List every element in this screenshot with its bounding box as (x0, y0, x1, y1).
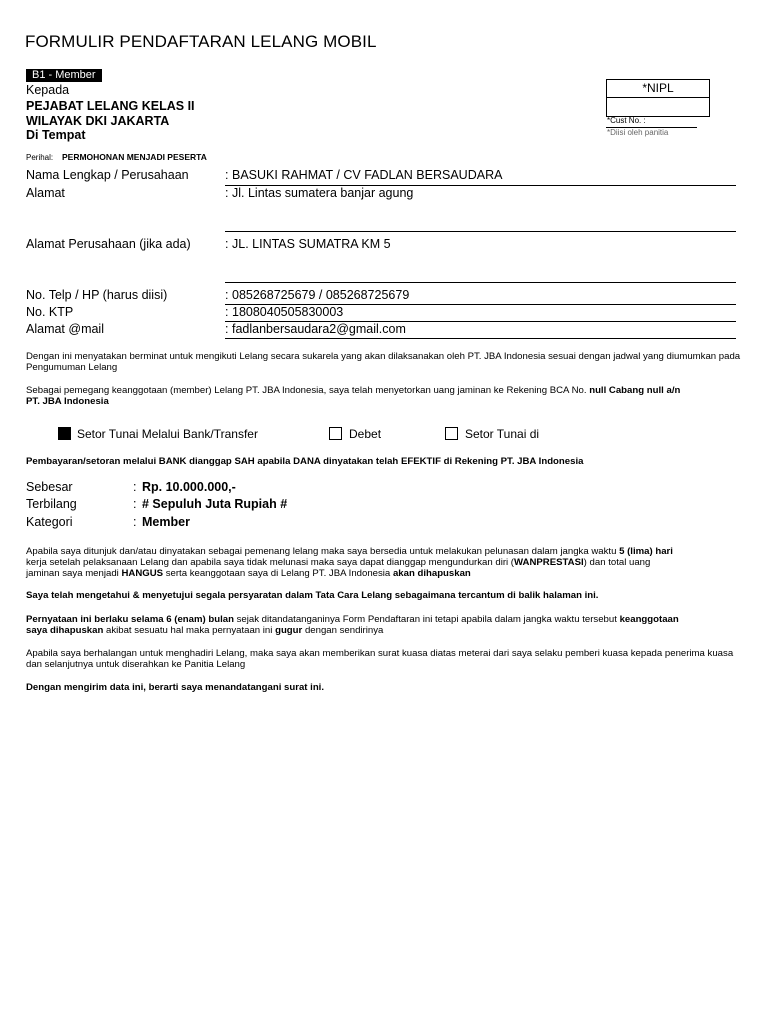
alamat-perusahaan-underline (225, 282, 736, 283)
perihal-value: PERMOHONAN MENJADI PESERTA (62, 152, 207, 162)
perihal-label: Perihal: (26, 153, 54, 162)
dihapuskan-bold: akan dihapuskan (392, 568, 471, 579)
cust-no-label: *Cust No. : (607, 116, 646, 125)
kepada-label: Kepada (26, 83, 70, 97)
member-deposit-paragraph (26, 385, 742, 407)
email-label: Alamat @mail (26, 322, 104, 336)
validity-bold-3: saya dihapuskan (26, 625, 104, 636)
validity-text-3: dengan sendirinya (304, 625, 384, 636)
alamat-perusahaan-label: Alamat Perusahaan (jika ada) (26, 237, 191, 251)
alamat-label: Alamat (26, 186, 65, 200)
winner-text-a: Apabila saya ditunjuk dan/atau dinyatakan sebagai pemenang lelang maka saya bersedia untuk melakukan pelunasan dalam jangka waktu (26, 546, 617, 557)
debet-checkbox[interactable] (329, 427, 342, 440)
alamat-value: Jl. Lintas sumatera banjar agung (232, 186, 414, 200)
validity-bold-2: keanggotaan (619, 614, 679, 625)
terbilang-colon: : (133, 497, 137, 511)
winner-text-b2: ) dan total uang (583, 557, 651, 568)
recipient-line-2: WILAYAK DKI JAKARTA (26, 114, 170, 128)
member-badge: B1 - Member (26, 69, 102, 82)
validity-paragraph (26, 614, 742, 636)
setor-tunai-bank-checkbox[interactable] (58, 427, 71, 440)
sebesar-colon: : (133, 480, 137, 494)
alamat-colon: : (225, 186, 229, 200)
winner-days-bold: 5 (lima) hari (619, 546, 673, 557)
email-colon: : (225, 322, 229, 336)
signature-statement: Dengan mengirim data ini, berarti saya menandatangani surat ini. (26, 682, 325, 693)
hangus-bold: HANGUS (121, 568, 164, 579)
terbilang-value: # Sepuluh Juta Rupiah # (142, 497, 288, 511)
setor-tunai-bank-label: Setor Tunai Melalui Bank/Transfer (77, 427, 258, 441)
terbilang-label: Terbilang (26, 497, 77, 511)
winner-obligation-paragraph (26, 546, 742, 579)
sebesar-value: Rp. 10.000.000,- (142, 480, 236, 494)
alamat-underline (225, 231, 736, 232)
recipient-line-1: PEJABAT LELANG KELAS II (26, 99, 195, 113)
nipl-field[interactable] (606, 97, 710, 117)
kategori-colon: : (133, 515, 137, 529)
intent-paragraph: Dengan ini menyatakan berminat untuk mengikuti Lelang secara sukarela yang akan dilaksanakan oleh PT. JBA Indonesia sesuai dengan jadwal yang diumumkan pada Pengumuman Lelang (26, 351, 741, 373)
winner-text-c: jaminan saya menjadi (26, 568, 119, 579)
email-value: fadlanbersaudara2@gmail.com (232, 322, 406, 336)
debet-label: Debet (349, 427, 382, 441)
ktp-value: 1808040505830003 (232, 305, 344, 319)
recipient-line-3: Di Tempat (26, 128, 86, 142)
payment-note: Pembayaran/setoran melalui BANK dianggap SAH apabila DANA dinyatakan telah EFEKTIF di Rekening PT. JBA Indonesia (26, 456, 584, 467)
account-holder-text: PT. JBA Indonesia (26, 396, 109, 407)
member-deposit-text: Sebagai pemegang keanggotaan (member) Lelang PT. JBA Indonesia, saya telah menyetorkan uang jaminan ke Rekening BCA No. (26, 385, 587, 396)
filled-by-committee-note: *Diisi oleh panitia (607, 128, 669, 137)
validity-text-2: akibat sesuatu hal maka pernyataan ini (106, 625, 273, 636)
agreement-paragraph: Saya telah mengetahui & menyetujui segala persyaratan dalam Tata Cara Lelang sebagaimana tercantum di balik halaman ini. (26, 590, 599, 601)
ktp-label: No. KTP (26, 305, 74, 319)
telp-colon: : (225, 288, 229, 302)
proxy-paragraph: Apabila saya berhalangan untuk menghadiri Lelang, maka saya akan memberikan surat kuasa diatas meterai dari saya selaku pemberi kuasa kepada penerima kuasa dan selanjutnya untuk diserahkan ke Panitia Lelang (26, 648, 734, 670)
setor-tunai-di-label: Setor Tunai di (465, 427, 540, 441)
bank-branch-text: null Cabang null a/n (589, 385, 681, 396)
nama-label: Nama Lengkap / Perusahaan (26, 168, 189, 182)
validity-text-1: sejak ditandatanganinya Form Pendaftaran ini tetapi apabila dalam jangka waktu tersebut (236, 614, 617, 625)
telp-label: No. Telp / HP (harus diisi) (26, 288, 168, 302)
gugur-bold: gugur (275, 625, 303, 636)
nipl-header: *NIPL (606, 79, 710, 98)
alamat-perusahaan-colon: : (225, 237, 229, 251)
wanprestasi-bold: WANPRESTASI (514, 557, 584, 568)
nama-colon: : (225, 168, 229, 182)
form-title: FORMULIR PENDAFTARAN LELANG MOBIL (25, 32, 377, 51)
setor-tunai-di-checkbox[interactable] (445, 427, 458, 440)
winner-text-c2: serta keanggotaan saya di Lelang PT. JBA Indonesia (165, 568, 391, 579)
kategori-label: Kategori (26, 515, 73, 529)
nama-value: BASUKI RAHMAT / CV FADLAN BERSAUDARA (232, 168, 503, 182)
winner-text-b: kerja setelah pelaksanaan Lelang dan apabila saya tidak melunasi maka saya dapat dianggap mengundurkan diri ( (26, 557, 515, 568)
ktp-colon: : (225, 305, 229, 319)
kategori-value: Member (142, 515, 190, 529)
telp-value: 085268725679 / 085268725679 (232, 288, 410, 302)
alamat-perusahaan-value: JL. LINTAS SUMATRA KM 5 (232, 237, 391, 251)
validity-bold-1: Pernyataan ini berlaku selama 6 (enam) bulan (26, 614, 234, 625)
sebesar-label: Sebesar (26, 480, 73, 494)
email-underline (225, 338, 736, 339)
